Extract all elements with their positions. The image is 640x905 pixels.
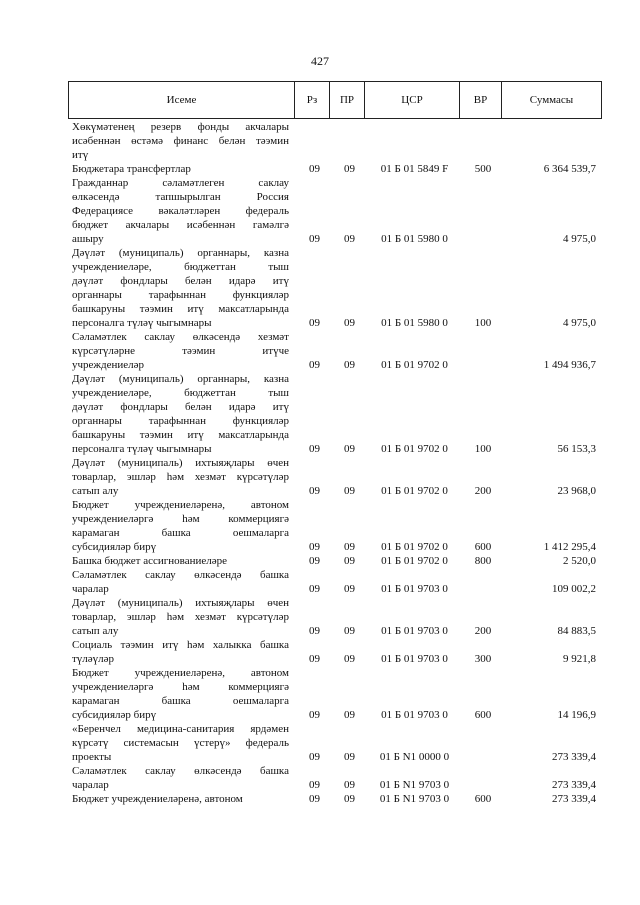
table-row: [68, 638, 602, 666]
row-name: [68, 568, 294, 596]
row-rz: 09: [309, 359, 320, 371]
budget-table-body: [68, 120, 602, 806]
row-name-line: учреждениеләр: [72, 359, 145, 371]
row-name: [68, 554, 294, 568]
table-row: [68, 498, 602, 554]
row-rz: 09: [309, 317, 320, 329]
row-name: [68, 764, 294, 792]
row-name-line: Дәүләт (муниципаль) ихтыяҗлары өчен: [72, 457, 289, 469]
row-csr: 01 Б 01 9702 0: [381, 443, 448, 455]
row-rz: 09: [309, 163, 320, 175]
table-row: [68, 372, 602, 456]
row-pr: 09: [344, 359, 355, 371]
header-csr: ЦСР: [365, 82, 460, 118]
row-pr: 09: [344, 233, 355, 245]
row-rz: 09: [309, 653, 320, 665]
table-row: [68, 120, 602, 162]
row-name-line: субсидияләр бирү: [72, 541, 157, 553]
row-name-line: Бюджет учреждениеләренә, автоном: [72, 499, 289, 511]
row-pr: 09: [344, 443, 355, 455]
row-vr: 600: [474, 541, 492, 553]
row-vr: 300: [474, 653, 492, 665]
row-name-line: органнары тарафыннан функцияләр: [72, 289, 289, 301]
table-row: [68, 764, 602, 792]
row-pr: 09: [344, 583, 355, 595]
row-pr: 09: [344, 625, 355, 637]
row-vr: 800: [474, 555, 492, 567]
row-name-line: Федерациясе вәкаләтләрен федераль: [72, 205, 289, 217]
table-row: [68, 162, 602, 176]
row-sum: 109 002,2: [552, 583, 596, 595]
header-rz: Рз: [295, 82, 330, 118]
row-name: [68, 120, 294, 162]
row-rz: 09: [309, 541, 320, 553]
row-name: [68, 330, 294, 372]
table-row: [68, 456, 602, 498]
row-vr: 200: [474, 485, 492, 497]
row-rz: 09: [309, 555, 320, 567]
row-name-line: Хөкүмәтенең резерв фонды акчалары: [72, 121, 289, 133]
row-name-line: Социаль тәэмин итү һәм халыкка башка: [72, 639, 289, 651]
table-row: [68, 246, 602, 330]
row-name-line: күрсәтү системасын үстерү» федераль: [72, 737, 289, 749]
row-name-line: товарлар, эшләр һәм хезмәт күрсәтүләр: [72, 611, 289, 623]
row-name-line: күрсәтүләрне тәэмин итүче: [72, 345, 289, 357]
row-pr: 09: [344, 163, 355, 175]
row-csr: 01 Б N1 0000 0: [379, 751, 450, 763]
row-name-line: Бюджетара трансфертлар: [72, 163, 191, 175]
row-csr: 01 Б 01 9702 0: [381, 359, 448, 371]
row-sum: 9 921,8: [563, 653, 596, 665]
row-sum: 14 196,9: [557, 709, 596, 721]
row-name-line: дәүләт фондлары белән идарә итү: [72, 401, 289, 413]
table-row: [68, 792, 602, 806]
row-name: [68, 638, 294, 666]
row-name-line: Дәүләт (муниципаль) ихтыяҗлары өчен: [72, 597, 289, 609]
row-name-line: сатып алу: [72, 485, 119, 497]
row-name-line: Сәламәтлек саклау өлкәсендә башка: [72, 569, 289, 581]
table-row: [68, 666, 602, 722]
row-name: [68, 596, 294, 638]
row-name-line: учреждениеләре, бюджеттан тыш: [72, 261, 289, 273]
row-name-line: учреждениеләргә һәм коммерциягә: [72, 513, 289, 525]
row-name-line: дәүләт фондлары белән идарә итү: [72, 275, 289, 287]
row-name-line: Сәламәтлек саклау өлкәсендә башка: [72, 765, 289, 777]
row-pr: 09: [344, 317, 355, 329]
row-rz: 09: [309, 709, 320, 721]
row-rz: 09: [309, 793, 320, 805]
row-name-line: «Беренчел медицина-санитария ярдәмен: [72, 723, 289, 735]
table-row: [68, 554, 602, 568]
row-rz: 09: [309, 751, 320, 763]
row-sum: 1 412 295,4: [543, 541, 596, 553]
row-vr: 100: [474, 443, 492, 455]
row-csr: 01 Б 01 9703 0: [381, 709, 448, 721]
row-name-line: карамаган башка оешмаларга: [72, 695, 289, 707]
header-pr: ПР: [330, 82, 365, 118]
row-sum: 84 883,5: [557, 625, 596, 637]
row-name-line: субсидияләр бирү: [72, 709, 157, 721]
row-name: [68, 162, 294, 176]
row-csr: 01 Б 01 9702 0: [381, 485, 448, 497]
row-name-line: ашыру: [72, 233, 104, 245]
row-pr: 09: [344, 793, 355, 805]
row-sum: 4 975,0: [563, 233, 596, 245]
row-csr: 01 Б 01 9702 0: [381, 555, 448, 567]
row-sum: 23 968,0: [557, 485, 596, 497]
row-sum: 56 153,3: [557, 443, 596, 455]
row-csr: 01 Б N1 9703 0: [379, 793, 450, 805]
row-pr: 09: [344, 541, 355, 553]
row-name-line: башкаруны тәэмин итү максатларында: [72, 303, 289, 315]
row-name-line: персоналга түләү чыгымнары: [72, 317, 212, 329]
row-name: [68, 722, 294, 764]
table-row: [68, 568, 602, 596]
row-sum: 4 975,0: [563, 317, 596, 329]
row-csr: 01 Б 01 5849 F: [380, 163, 449, 175]
row-name: [68, 792, 294, 806]
table-header: [68, 81, 602, 119]
row-pr: 09: [344, 709, 355, 721]
row-vr: 100: [474, 317, 492, 329]
row-sum: 273 339,4: [552, 779, 596, 791]
table-row: [68, 176, 602, 246]
table-row: [68, 596, 602, 638]
row-name-line: товарлар, эшләр һәм хезмәт күрсәтүләр: [72, 471, 289, 483]
row-name-line: итү: [72, 149, 89, 161]
row-rz: 09: [309, 443, 320, 455]
row-name: [68, 246, 294, 330]
row-vr: 600: [474, 793, 492, 805]
row-name-line: персоналга түләү чыгымнары: [72, 443, 212, 455]
row-name-line: карамаган башка оешмаларга: [72, 527, 289, 539]
row-pr: 09: [344, 653, 355, 665]
row-rz: 09: [309, 779, 320, 791]
table-row: [68, 330, 602, 372]
row-name-line: Гражданнар сәламәтлеген саклау: [72, 177, 289, 189]
row-sum: 273 339,4: [552, 751, 596, 763]
row-csr: 01 Б 01 9703 0: [381, 653, 448, 665]
row-csr: 01 Б 01 9703 0: [381, 625, 448, 637]
row-name-line: учреждениеләргә һәм коммерциягә: [72, 681, 289, 693]
row-pr: 09: [344, 485, 355, 497]
row-sum: 1 494 936,7: [543, 359, 596, 371]
row-name: [68, 498, 294, 554]
row-pr: 09: [344, 779, 355, 791]
row-vr: 600: [474, 709, 492, 721]
row-name-line: Башка бюджет ассигнованиеләре: [72, 555, 227, 567]
row-name-line: бюджет акчалары исәбеннән гамәлгә: [72, 219, 289, 231]
row-csr: 01 Б 01 9702 0: [381, 541, 448, 553]
row-csr: 01 Б N1 9703 0: [379, 779, 450, 791]
row-name-line: сатып алу: [72, 625, 119, 637]
row-name-line: учреждениеләре, бюджеттан тыш: [72, 387, 289, 399]
header-vr: ВР: [460, 82, 502, 118]
row-sum: 2 520,0: [563, 555, 596, 567]
row-sum: 273 339,4: [552, 793, 596, 805]
row-name-line: проекты: [72, 751, 112, 763]
row-name-line: башкаруны тәэмин итү максатларында: [72, 429, 289, 441]
row-csr: 01 Б 01 5980 0: [381, 233, 448, 245]
row-name: [68, 176, 294, 246]
row-pr: 09: [344, 751, 355, 763]
row-name-line: чаралар: [72, 583, 109, 595]
row-name: [68, 372, 294, 456]
row-name: [68, 456, 294, 498]
header-sum: Суммасы: [529, 94, 574, 106]
row-name-line: Дәүләт (муниципаль) органнары, казна: [72, 247, 289, 259]
row-csr: 01 Б 01 5980 0: [381, 317, 448, 329]
row-name-line: чаралар: [72, 779, 109, 791]
row-name-line: Бюджет учреждениеләренә, автоном: [72, 667, 289, 679]
row-name-line: органнары тарафыннан функцияләр: [72, 415, 289, 427]
row-rz: 09: [309, 583, 320, 595]
row-csr: 01 Б 01 9703 0: [381, 583, 448, 595]
row-name-line: Сәламәтлек саклау өлкәсендә хезмәт: [72, 331, 289, 343]
row-rz: 09: [309, 233, 320, 245]
page-number: 427: [311, 54, 329, 68]
row-vr: 200: [474, 625, 492, 637]
row-pr: 09: [344, 555, 355, 567]
row-name: [68, 666, 294, 722]
row-name-line: исәбеннән өстәмә финанс белән тәэмин: [72, 135, 289, 147]
row-sum: 6 364 539,7: [543, 163, 596, 175]
row-name-line: Бюджет учреждениеләренә, автоном: [72, 793, 243, 805]
row-name-line: өлкәсендә тапшырылган Россия: [72, 191, 289, 203]
table-row: [68, 722, 602, 764]
header-name: Исеме: [69, 82, 295, 118]
row-vr: 500: [474, 163, 492, 175]
row-rz: 09: [309, 625, 320, 637]
row-name-line: түләүләр: [72, 653, 115, 665]
row-rz: 09: [309, 485, 320, 497]
row-name-line: Дәүләт (муниципаль) органнары, казна: [72, 373, 289, 385]
